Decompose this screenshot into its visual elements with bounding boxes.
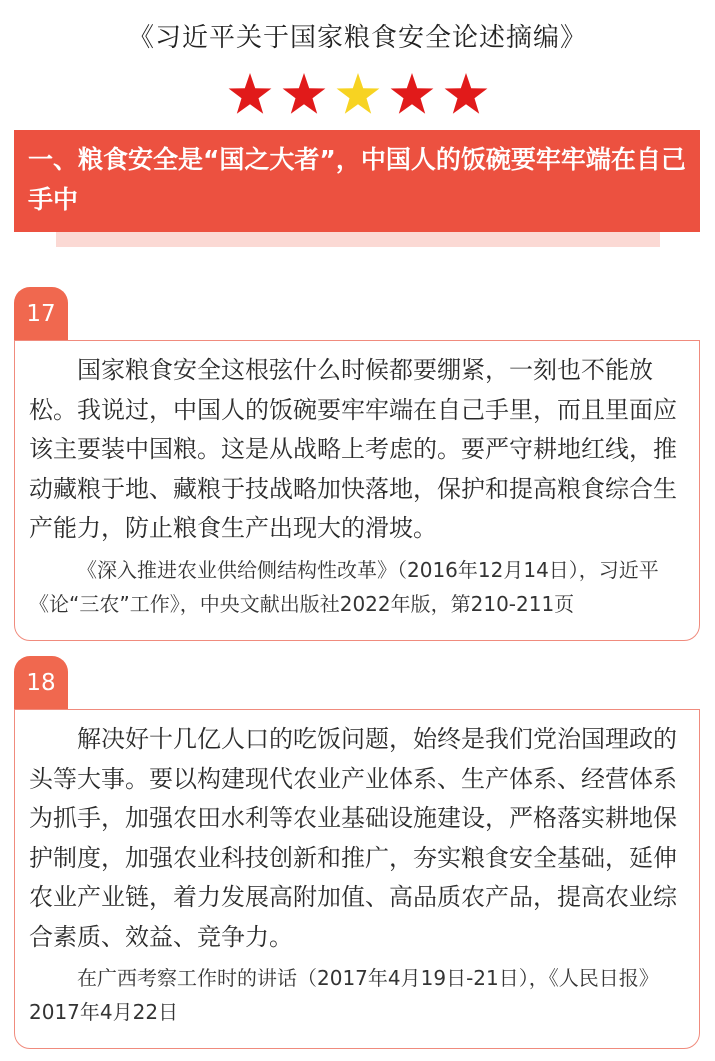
star-rating (223, 70, 493, 122)
star-icon (229, 73, 272, 114)
quote-source: 在广西考察工作时的讲话（2017年4月19日-21日），《人民日报》2017年4月22日 (29, 966, 659, 1024)
entry-number-tab: 18 (14, 656, 68, 710)
star-icon (283, 73, 326, 114)
quote-source: 《深入推进农业供给侧结构性改革》（2016年12月14日），习近平《论“三农”工作》，中央文献出版社2022年版，第210-211页 (29, 557, 659, 616)
quote-card (14, 709, 700, 1049)
entry-number-tab: 17 (14, 287, 68, 341)
star-icon (445, 73, 488, 114)
banner-underline (56, 232, 660, 247)
section-heading-banner (14, 130, 700, 232)
document-title: 《习近平关于国家粮食安全论述摘编》 (127, 23, 587, 53)
star-icon (337, 73, 380, 114)
star-icon (391, 73, 434, 114)
section-heading: 一、粮食安全是“国之大者”，中国人的饭碗要牢牢端在自己手中 (28, 145, 686, 214)
quote-card (14, 340, 700, 641)
quote-body: 解决好十几亿人口的吃饭问题，始终是我们党治国理政的头等大事。要以构建现代农业产业体系、生产体系、经营体系为抓手，加强农田水利等农业基础设施建设，严格落实耕地保护制度，加强农业科技创新和推广，夯实粮食安全基础，延伸农业产业链，着力发展高附加值、高品质农产品，提高农业综合素质、效益、竞争力。 (29, 725, 677, 951)
quote-body: 国家粮食安全这根弦什么时候都要绷紧，一刻也不能放松。我说过，中国人的饭碗要牢牢端在自己手里，而且里面应该主要装中国粮。这是从战略上考虑的。要严守耕地红线，推动藏粮于地、藏粮于技战略加快落地，保护和提高粮食综合生产能力，防止粮食生产出现大的滑坡。 (29, 356, 677, 542)
